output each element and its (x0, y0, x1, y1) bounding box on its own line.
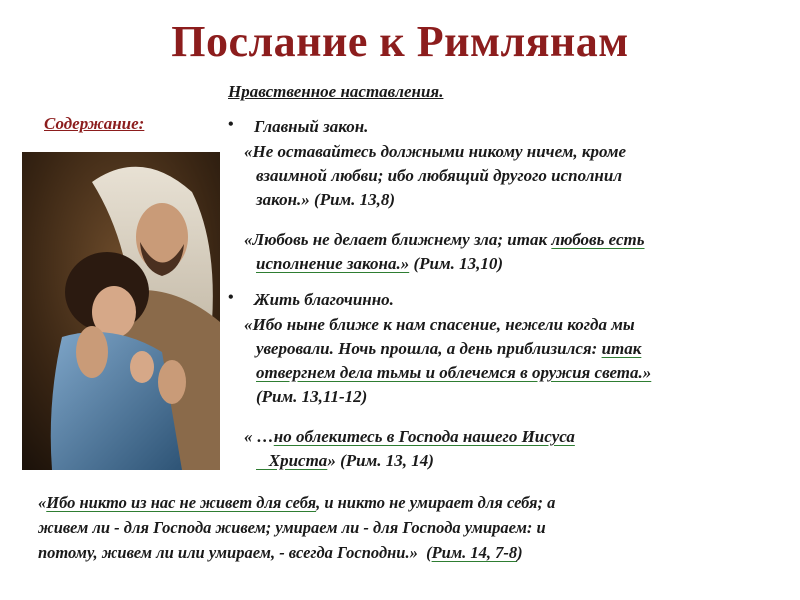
quote-text: уверовали. Ночь прошла, а день приблизился: (256, 339, 602, 358)
quote-line (244, 361, 651, 385)
underlined-text: любовь есть (551, 230, 645, 249)
quote-rom-13-8 (244, 140, 626, 212)
quote-line (244, 337, 651, 361)
quote-line (244, 252, 645, 276)
quote-line (38, 540, 555, 565)
quote-rom-14-7-8 (38, 490, 555, 565)
painting-illustration (22, 152, 220, 470)
quote-line (38, 490, 555, 515)
quote-line: закон.» (Рим. 13,8) (256, 190, 396, 209)
bullet: • (228, 289, 234, 306)
quote-text: « (38, 493, 47, 512)
quote-rom-13-11-12 (244, 313, 651, 409)
underlined-text: отвергнем дела тьмы и облечемся в оружия света.» (256, 363, 652, 382)
underlined-text: Христа (256, 451, 328, 470)
quote-text: , и никто не умирает для себя; а (316, 493, 556, 512)
contents-label: Содержание: (44, 114, 145, 133)
section-heading-live-piously: Жить благочинно. (254, 290, 394, 309)
quote-reference: » (Рим. 13, 14) (327, 451, 434, 470)
quote-line (244, 449, 575, 473)
underlined-text: но облекитесь в Господа нашего Иисуса (273, 427, 575, 446)
quote-text: «Любовь не делает ближнему зла; итак (244, 230, 552, 249)
slide-title: Послание к Римлянам (171, 17, 629, 66)
underlined-text: Рим. 14, 7-8 (431, 543, 518, 562)
slide-subtitle: Нравственное наставления. (228, 82, 444, 101)
quote-reference: (Рим. 13,10) (409, 254, 504, 273)
underlined-text: Ибо никто из нас не живет для себя (46, 493, 317, 512)
quote-line: «Ибо ныне ближе к нам спасение, нежели когда мы (244, 315, 635, 334)
quote-text: ) (517, 543, 523, 562)
underlined-text: исполнение закона.» (256, 254, 410, 273)
bullet: • (228, 116, 234, 133)
quote-reference: (Рим. 13,11-12) (256, 387, 368, 406)
painting-image (22, 152, 220, 470)
quote-rom-13-14 (244, 425, 575, 473)
underlined-text: итак (601, 339, 642, 358)
quote-line: взаимной любви; ибо любящий другого исполнил (256, 166, 623, 185)
quote-line: «Не оставайтесь должными никому ничем, кроме (244, 142, 627, 161)
quote-line (244, 425, 575, 449)
quote-line (244, 228, 645, 252)
quote-text: « … (244, 427, 274, 446)
quote-rom-13-10 (244, 228, 645, 276)
quote-text: потому, живем ли или умираем, - всегда Господни.» ( (38, 543, 432, 562)
quote-line: живем ли - для Господа живем; умираем ли - для Господа умираем: и (38, 518, 546, 537)
section-heading-main-law: Главный закон. (254, 117, 369, 136)
